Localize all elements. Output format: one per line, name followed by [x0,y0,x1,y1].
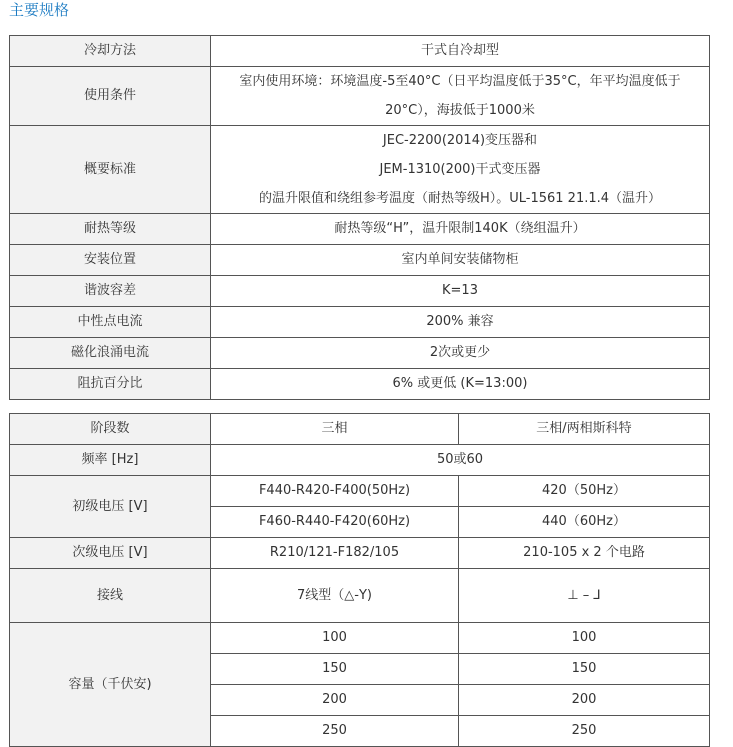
spec-value-line: 耐热等级“H”，温升限制140K（绕组温升） [334,221,586,236]
spec-row [10,307,710,338]
capacity-row [10,623,710,654]
capacity-cell: 150 [459,654,710,685]
primary-voltage-label: 初级电压 [V] [10,476,211,538]
capacity-cell: 200 [459,685,710,716]
spec-value-line: 200% 兼容 [426,314,494,329]
spec-label: 中性点电流 [10,307,211,338]
wiring-label: 接线 [10,569,211,623]
spec-label: 使用条件 [10,67,211,126]
capacity-cell: 150 [211,654,459,685]
primary-voltage-cell: 440（60Hz） [459,507,710,538]
secondary-voltage-row [10,538,710,569]
capacity-label: 容量（千伏安) [10,623,211,747]
spec-table [9,35,710,400]
spec-value-line: 20°C），海拔低于1000米 [385,103,535,118]
secondary-voltage-cell: R210/121-F182/105 [211,538,459,569]
frequency-value: 50或60 [211,445,710,476]
spec-label: 磁化浪涌电流 [10,338,211,369]
primary-voltage-cell: F440-R420-F400(50Hz) [211,476,459,507]
primary-voltage-cell: F460-R440-F420(60Hz) [211,507,459,538]
capacity-cell: 100 [211,623,459,654]
capacity-cell: 250 [459,716,710,747]
spec-value [211,214,710,245]
spec-value [211,126,710,214]
spec-row [10,126,710,214]
primary-voltage-cell: 420（50Hz） [459,476,710,507]
capacity-cell: 200 [211,685,459,716]
spec-row [10,36,710,67]
phase-header-row [10,414,710,445]
secondary-voltage-label: 次级电压 [V] [10,538,211,569]
spec-value [211,276,710,307]
spec-value-line: 6% 或更低 (K=13:00) [392,376,528,391]
spec-value-line: K=13 [442,283,478,298]
spec-row [10,369,710,400]
section-title: 主要规格 [9,1,70,19]
spec-value-line: 室内使用环境：环境温度-5至40°C（日平均温度低于35°C，年平均温度低于 [239,74,681,89]
secondary-voltage-cell: 210-105 x 2 个电路 [459,538,710,569]
phase-header-col1: 三相 [211,414,459,445]
spec-value-line: JEC-2200(2014)变压器和 [382,133,538,148]
wiring-cell: 7线型（△-Y) [211,569,459,623]
spec-label: 安装位置 [10,245,211,276]
frequency-row [10,445,710,476]
capacity-cell: 100 [459,623,710,654]
spec-row [10,245,710,276]
spec-value [211,369,710,400]
spec-row [10,214,710,245]
frequency-label: 频率 [Hz] [10,445,211,476]
spec-value [211,338,710,369]
wiring-row [10,569,710,623]
spec-label: 阻抗百分比 [10,369,211,400]
spec-label: 概要标准 [10,126,211,214]
spec-value-line: JEM-1310(200)干式变压器 [379,162,541,177]
phase-header-label: 阶段数 [10,414,211,445]
wiring-symbol-cell: ⊥ – ⅃ [459,569,710,623]
phase-table [9,413,710,747]
spec-row [10,67,710,126]
spec-row [10,338,710,369]
spec-value-line: 干式自冷却型 [420,43,499,58]
spec-value [211,36,710,67]
spec-label: 谐波容差 [10,276,211,307]
primary-voltage-row [10,476,710,507]
spec-label: 耐热等级 [10,214,211,245]
spec-value [211,245,710,276]
spec-value-line: 的温升限值和绕组参考温度（耐热等级H）。UL-1561 21.1.4（温升） [258,191,662,206]
phase-header-col2: 三相/两相斯科特 [459,414,710,445]
spec-value [211,307,710,338]
spec-row [10,276,710,307]
spec-value [211,67,710,126]
spec-value-line: 室内单间安装储物柜 [401,252,519,267]
spec-value-line: 2次或更少 [429,345,491,360]
spec-label: 冷却方法 [10,36,211,67]
capacity-cell: 250 [211,716,459,747]
